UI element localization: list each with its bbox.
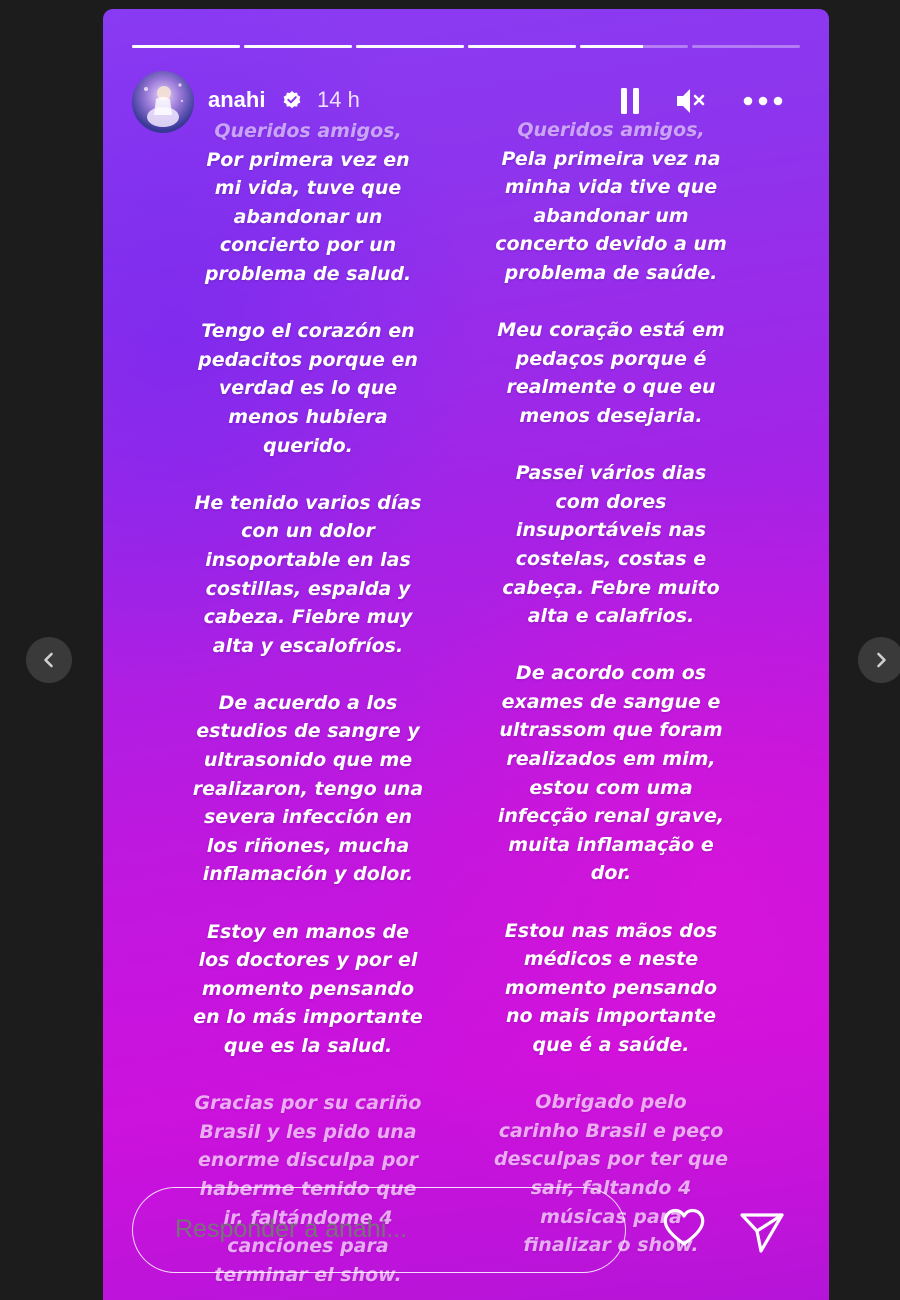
story-text-line: problema de saúde. [504,261,718,284]
story-text-line: canciones para [227,1235,389,1258]
story-text-portuguese [486,116,736,1288]
avatar[interactable] [132,71,194,133]
mute-button[interactable] [672,83,708,119]
verified-badge-icon [282,90,302,110]
story-text-line: insuportáveis nas [515,519,707,542]
story-text-line: Brasil y les pido una [199,1120,417,1143]
story-text-line: cabeça. Febre muito [502,576,720,599]
story-text-line: alta y escalofríos. [212,634,404,657]
progress-segment [692,45,800,48]
story-paragraph-pt [486,116,736,288]
story-text-line: concierto por un [219,234,397,257]
story-text-line: ir, faltándome 4 [223,1206,393,1229]
story-text-line: Pela primeira vez na [501,147,721,170]
story-text-line: He tenido varios días [194,491,422,514]
story-text-line: inflamación y dolor. [202,863,414,886]
story-text-line: los doctores y por el [198,949,418,972]
story-text-line: Queridos amigos, [517,119,705,141]
like-button[interactable] [659,1203,709,1253]
story-header [132,71,800,133]
story-text-line: Por primera vez en [206,148,410,171]
story-text-line: Queridos amigos, [214,120,402,142]
story-text-line: De acuerdo a los [218,691,398,714]
story-text-line: cabeza. Fiebre muy [203,606,413,629]
story-paragraph-es [183,489,433,661]
story-text-line: Meu coração está em [497,319,725,342]
story-text-line: Passei vários dias [515,462,707,485]
story-text-line: infecção renal grave, [497,805,725,828]
send-icon [737,1207,787,1257]
story-text-line: momento pensando [504,976,718,999]
previous-story-button[interactable] [26,637,72,683]
story-text-line: no mais importante [506,1005,716,1028]
story-text-line: Estoy en manos de [206,920,410,943]
story-text-spanish [183,117,433,1300]
reply-input[interactable] [173,1214,597,1245]
story-text-line: enorme disculpa por [198,1149,418,1172]
story-text-line: con un dolor [241,520,375,543]
story-paragraph-es [183,117,433,289]
story-text-line: concerto devido a um [495,233,727,256]
more-options-button[interactable] [740,83,786,119]
story-paragraph-pt [486,316,736,430]
progress-segment [356,45,464,48]
story-text-line: momento pensando [201,977,415,1000]
story-card[interactable] [103,9,829,1300]
heart-icon [659,1203,709,1253]
story-text-line: dor. [590,862,632,885]
progress-segment [468,45,576,48]
story-paragraph-pt [486,659,736,888]
story-text-line: insoportable en las [205,548,411,571]
chevron-left-icon [39,650,59,670]
story-text-line: estou com uma [529,776,693,799]
progress-segment [580,45,688,48]
progress-segment-fill [132,45,240,48]
story-text-line: pedaços porque é [515,347,707,370]
story-progress-bar [132,45,800,48]
progress-segment-fill [244,45,352,48]
story-text-line: exames de sangue e [501,690,721,713]
story-text-line: terminar el show. [214,1263,402,1286]
story-text-line: severa infección en [203,806,413,829]
story-text-line: realizaron, tengo una [192,777,424,800]
story-text-line: problema de salud. [204,262,412,285]
story-text-line: costillas, espalda y [205,577,411,600]
story-text-line: carinho Brasil e peço [498,1119,724,1142]
story-text-line: costelas, costas e [515,547,707,570]
story-text-line: que é a saúde. [532,1034,690,1056]
story-text-line: De acordo com os [515,662,707,685]
story-text-line: abandonar un [233,205,383,228]
story-text-line: realizados em mim, [506,748,716,771]
story-text-line: minha vida tive que [504,176,718,199]
story-text-line: com dores [555,490,667,513]
story-text-line: mi vida, tuve que [214,177,402,200]
story-text-line: abandonar um [533,204,689,227]
muted-speaker-icon [674,86,706,116]
progress-segment [132,45,240,48]
story-text-line: alta e calafrios. [527,605,695,628]
story-text-line: haberme tenido que [199,1177,417,1200]
story-text-line: médicos e neste [523,948,699,971]
story-text-line: realmente o que eu [506,376,716,399]
story-text-line: finalizar o show. [523,1234,699,1257]
progress-segment-fill [580,45,643,48]
story-text-line: en lo más importante [193,1006,423,1029]
story-text-line: que es la salud. [223,1035,393,1057]
story-text-line: Obrigado pelo [535,1091,687,1114]
story-text-line: ultrassom que foram [499,719,723,742]
progress-segment-fill [356,45,464,48]
chevron-right-icon [871,650,891,670]
progress-segment-fill [468,45,576,48]
send-button[interactable] [737,1207,787,1257]
story-text-line: verdad es lo que [218,377,398,400]
story-paragraph-es [183,689,433,889]
story-text-line: Tengo el corazón en [201,320,415,343]
story-text-line: muita inflamação e [508,833,714,856]
username[interactable]: anahi [208,87,266,112]
next-story-button[interactable] [858,637,900,683]
story-text-line: menos hubiera [228,405,388,428]
story-text-line: Estou nas mãos dos [504,919,718,942]
post-time: 14 h [317,87,360,112]
story-text-line: ultrasonido que me [203,749,413,772]
story-text-line: músicas para [540,1205,682,1228]
pause-button[interactable] [612,83,648,119]
story-paragraph-pt [486,459,736,631]
story-text-line: estudios de sangre y [196,720,420,743]
progress-segment [244,45,352,48]
story-paragraph-es [183,918,433,1061]
story-text-line: pedacitos porque en [198,348,418,371]
story-paragraph-es [183,317,433,460]
pause-icon [618,86,642,116]
story-text-line: desculpas por ter que [493,1148,729,1171]
reply-bar[interactable] [132,1187,626,1273]
story-text-line: Gracias por su cariño [194,1092,422,1115]
story-text-line: los riñones, mucha [206,834,410,857]
story-text-line: menos desejaria. [519,404,703,427]
story-text-line: querido. [263,434,353,457]
story-paragraph-pt [486,917,736,1060]
more-options-icon [742,95,784,107]
story-text-line: sair, faltando 4 [530,1176,692,1199]
